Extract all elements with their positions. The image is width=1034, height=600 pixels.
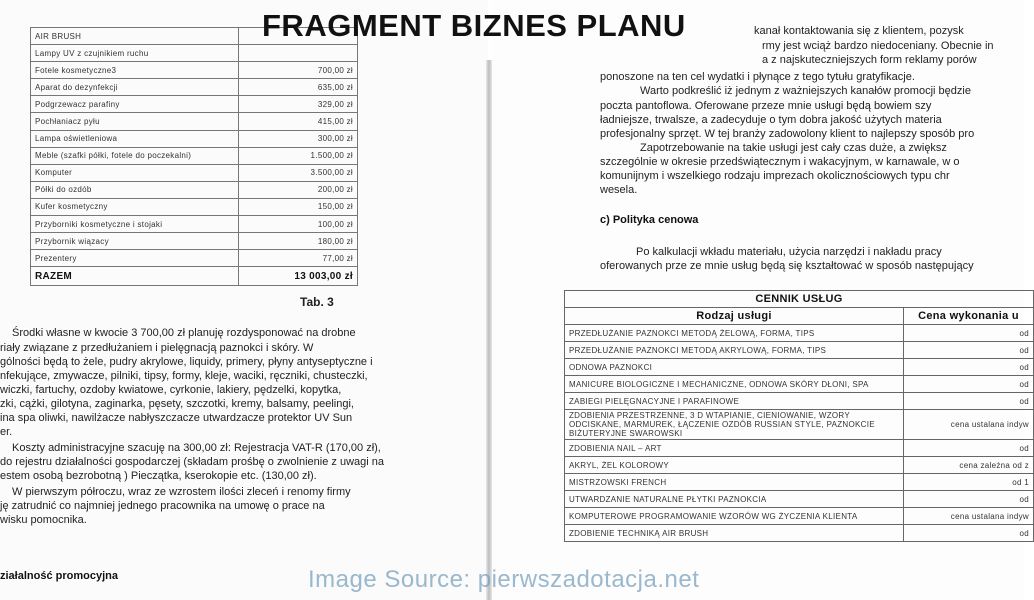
price-intro-line: Po kalkulacji wkładu materiału, użycia narzędzi i nakładu pracy bbox=[636, 246, 942, 258]
watermark: Image Source: pierwszadotacja.net bbox=[308, 566, 700, 593]
service-price: cena ustalana indyw bbox=[904, 508, 1034, 525]
cost-item-value: 77,00 zł bbox=[239, 250, 358, 267]
cost-row bbox=[31, 147, 358, 164]
cost-item-name: Lampy UV z czujnikiem ruchu bbox=[31, 45, 239, 62]
paragraph-line: rmy jest wciąż bardzo niedoceniany. Obecnie in bbox=[762, 40, 994, 52]
paragraph-line: do rejestru działalności gospodarczej (składam prośbę o zwolnienie z uwagi na bbox=[0, 456, 384, 468]
cost-item-name: Pochłaniacz pyłu bbox=[31, 113, 239, 130]
cost-row bbox=[31, 181, 358, 198]
price-col-service: Rodzaj usługi bbox=[565, 308, 904, 325]
paragraph-line: riały związane z przedłużaniem i pielęgnacją paznokci i skóry. W bbox=[0, 342, 314, 354]
price-row bbox=[565, 410, 1034, 440]
cost-row bbox=[31, 233, 358, 250]
service-price: od bbox=[904, 325, 1034, 342]
service-name: PRZEDŁUŻANIE PAZNOKCI METODĄ ŻELOWĄ, FORMA, TIPS bbox=[565, 325, 904, 342]
paragraph-line: komunijnym i wszelkiego rodzaju imprezach okolicznościowych typu chr bbox=[600, 170, 950, 182]
price-intro-line: oferowanych prze ze mnie usług będą się kształtować w sposób następujący bbox=[600, 260, 974, 272]
cost-table bbox=[30, 27, 358, 286]
cost-item-name: Półki do ozdób bbox=[31, 181, 239, 198]
price-row bbox=[565, 376, 1034, 393]
cost-item-name: Aparat do dezynfekcji bbox=[31, 79, 239, 96]
cost-total-row bbox=[31, 267, 358, 286]
paragraph-line: Warto podkreślić iż jednym z ważniejszych kanałów promocji będzie bbox=[640, 85, 971, 97]
paragraph-line: ponoszone na ten cel wydatki i płynące z tego tytułu gratyfikacje. bbox=[600, 71, 915, 83]
table-caption: Tab. 3 bbox=[300, 295, 334, 309]
cost-item-name: Podgrzewacz parafiny bbox=[31, 96, 239, 113]
service-price: od bbox=[904, 376, 1034, 393]
service-price: cena zależna od z bbox=[904, 457, 1034, 474]
cost-item-value bbox=[239, 45, 358, 62]
paragraph-line: gólności będą to żele, pudry akrylowe, liquidy, primery, płyny antyseptyczne i bbox=[0, 356, 373, 368]
paragraph-line: profesjonalny sprzęt. W tej branży zadowolony klient to najlepszy sposób pro bbox=[600, 128, 975, 140]
paragraph-line: estem osobą bezrobotną ) Pieczątka, kserokopie etc. (130,00 zł). bbox=[0, 470, 317, 482]
paragraph-line: nfekujące, zmywacze, pilniki, tipsy, formy, kleje, waciki, ręczniki, chusteczki, bbox=[0, 370, 368, 382]
service-name: ODNOWA PAZNOKCI bbox=[565, 359, 904, 376]
left-page bbox=[0, 0, 488, 600]
price-row bbox=[565, 508, 1034, 525]
cost-item-value: 3.500,00 zł bbox=[239, 164, 358, 181]
cost-item-value: 200,00 zł bbox=[239, 181, 358, 198]
paragraph-line: wisku pomocnika. bbox=[0, 514, 87, 526]
paragraph-line: szczególnie w okresie przedświątecznym i wakacyjnym, w karnawale, w o bbox=[600, 156, 960, 168]
cost-item-name: Lampa oświetleniowa bbox=[31, 130, 239, 147]
paragraph-line: a z najskuteczniejszych form reklamy porów bbox=[762, 54, 977, 66]
service-price: od bbox=[904, 393, 1034, 410]
cost-item-value: 180,00 zł bbox=[239, 233, 358, 250]
service-name: ZDOBIENIE TECHNIKĄ AIR BRUSH bbox=[565, 525, 904, 542]
service-name: UTWARDZANIE NATURALNE PŁYTKI PAZNOKCIA bbox=[565, 491, 904, 508]
service-price: cena ustalana indyw bbox=[904, 410, 1034, 440]
cost-item-value: 635,00 zł bbox=[239, 79, 358, 96]
price-list-table bbox=[564, 290, 1034, 542]
cost-item-value: 415,00 zł bbox=[239, 113, 358, 130]
paragraph-line: Środki własne w kwocie 3 700,00 zł planuję rozdysponować na drobne bbox=[12, 327, 356, 339]
cost-row bbox=[31, 250, 358, 267]
paragraph-line: er. bbox=[0, 426, 13, 438]
price-table-title: CENNIK USŁUG bbox=[565, 291, 1034, 308]
paragraph-line: zki, cążki, gilotyna, zaginarka, pęsety, szczotki, kremy, balsamy, peelingi, bbox=[0, 398, 354, 410]
paragraph-line: ina spa oliwki, nawilżacze nabłyszczacze utwardzacze protektor UV Sun bbox=[0, 412, 353, 424]
price-col-price: Cena wykonania u bbox=[904, 308, 1034, 325]
paragraph-line: ję zatrudnić co najmniej jednego pracownika na umowę o prace na bbox=[0, 500, 325, 512]
service-price: od 1 bbox=[904, 474, 1034, 491]
cost-item-name: Przyborniki kosmetyczne i stojaki bbox=[31, 216, 239, 233]
paragraph-line: wesela. bbox=[600, 184, 638, 196]
cost-item-value: 100,00 zł bbox=[239, 216, 358, 233]
cost-row bbox=[31, 113, 358, 130]
paragraph-line: wiczki, fartuchy, ozdoby kwiatowe, cyrkonie, lakiery, pędzelki, kopytka, bbox=[0, 384, 342, 396]
cost-row bbox=[31, 198, 358, 215]
service-name: ZDOBIENIA PRZESTRZENNE, 3 D WTAPIANIE, CIENIOWANIE, WZORY ODCISKANE, MARMUREK, ŁĄCZENIE OZDÓB RUSSIAN STYLE, PAZNOKCIE BIŻUTERYJNE SWAROWSKI bbox=[565, 410, 904, 440]
cost-item-value: 150,00 zł bbox=[239, 198, 358, 215]
cost-item-name: Prezentery bbox=[31, 250, 239, 267]
paragraph-line: Koszty administracyjne szacuję na 300,00 zł: Rejestracja VAT-R (170,00 zł), bbox=[12, 442, 381, 454]
service-name: ZABIEGI PIELĘGNACYJNE I PARAFINOWE bbox=[565, 393, 904, 410]
service-price: od bbox=[904, 440, 1034, 457]
service-name: AKRYL, ŻEL KOLOROWY bbox=[565, 457, 904, 474]
price-row bbox=[565, 491, 1034, 508]
cost-item-name: Fotele kosmetyczne3 bbox=[31, 62, 239, 79]
service-price: od bbox=[904, 342, 1034, 359]
cost-total-label: RAZEM bbox=[31, 267, 239, 286]
price-row bbox=[565, 474, 1034, 491]
cost-row bbox=[31, 96, 358, 113]
cost-total-value: 13 003,00 zł bbox=[239, 267, 358, 286]
paragraph-line: ładniejsze, trwalsze, a zadecyduje o tym dobra jakość użytych materia bbox=[600, 114, 942, 126]
paragraph-line: W pierwszym półroczu, wraz ze wzrostem ilości zleceń i renomy firmy bbox=[12, 486, 351, 498]
page-title: FRAGMENT BIZNES PLANU bbox=[262, 8, 686, 43]
service-name: KOMPUTEROWE PROGRAMOWANIE WZORÓW WG ŻYCZENIA KLIENTA bbox=[565, 508, 904, 525]
section-heading-price-policy: c) Polityka cenowa bbox=[600, 214, 699, 226]
price-row bbox=[565, 325, 1034, 342]
cost-item-value: 300,00 zł bbox=[239, 130, 358, 147]
cost-row bbox=[31, 130, 358, 147]
service-name: MISTRZOWSKI FRENCH bbox=[565, 474, 904, 491]
price-row bbox=[565, 359, 1034, 376]
cost-item-name: Komputer bbox=[31, 164, 239, 181]
cost-item-name: AIR BRUSH bbox=[31, 28, 239, 45]
cost-item-name: Przybornik wiązacy bbox=[31, 233, 239, 250]
service-price: od bbox=[904, 359, 1034, 376]
service-name: MANICURE BIOLOGICZNE I MECHANICZNE, ODNOWA SKÓRY DŁONI, SPA bbox=[565, 376, 904, 393]
cost-row bbox=[31, 45, 358, 62]
service-name: ZDOBIENIA NAIL – ART bbox=[565, 440, 904, 457]
paragraph-line: kanał kontaktowania się z klientem, pozysk bbox=[754, 25, 964, 37]
cost-row bbox=[31, 164, 358, 181]
cost-item-value: 700,00 zł bbox=[239, 62, 358, 79]
paragraph-line: Zapotrzebowanie na takie usługi jest cały czas duże, a zwiększ bbox=[640, 142, 947, 154]
cost-item-value: 1.500,00 zł bbox=[239, 147, 358, 164]
section-heading-promotion: ziałalność promocyjna bbox=[0, 570, 118, 582]
price-row bbox=[565, 457, 1034, 474]
service-name: PRZEDŁUŻANIE PAZNOKCI METODĄ AKRYLOWĄ, FORMA, TIPS bbox=[565, 342, 904, 359]
right-page bbox=[492, 0, 1029, 600]
price-row bbox=[565, 393, 1034, 410]
service-price: od bbox=[904, 491, 1034, 508]
cost-item-value: 329,00 zł bbox=[239, 96, 358, 113]
cost-row bbox=[31, 79, 358, 96]
cost-row bbox=[31, 216, 358, 233]
service-price: od bbox=[904, 525, 1034, 542]
price-row bbox=[565, 342, 1034, 359]
price-row bbox=[565, 525, 1034, 542]
price-row bbox=[565, 440, 1034, 457]
cost-item-name: Kufer kosmetyczny bbox=[31, 198, 239, 215]
cost-item-name: Meble (szafki półki, fotele do poczekalni) bbox=[31, 147, 239, 164]
cost-row bbox=[31, 62, 358, 79]
paragraph-line: poczta pantoflowa. Oferowane przeze mnie usługi będą bowiem szy bbox=[600, 100, 932, 112]
